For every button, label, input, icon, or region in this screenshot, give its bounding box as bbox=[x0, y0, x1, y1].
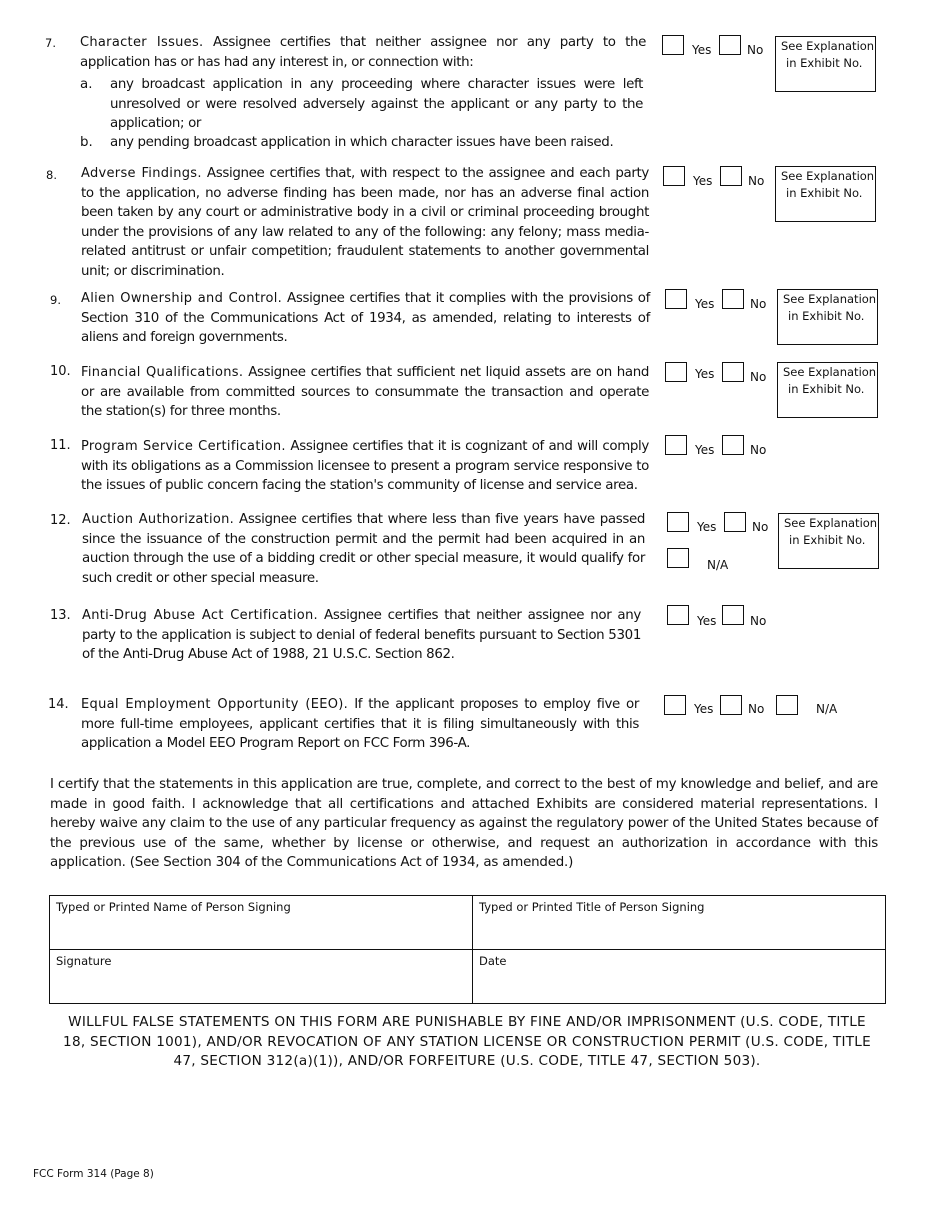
item-8-no-label: No bbox=[748, 174, 765, 188]
item-8-explanation-line2: in Exhibit No. bbox=[786, 186, 863, 200]
item-11-yes-label: Yes bbox=[695, 443, 715, 457]
name-field-label: Typed or Printed Name of Person Signing bbox=[56, 900, 291, 914]
item-9-explanation-line2: in Exhibit No. bbox=[788, 309, 865, 323]
item-9-yes-label: Yes bbox=[695, 297, 715, 311]
item-13-no-checkbox[interactable] bbox=[722, 605, 744, 625]
item-7a-label: a. bbox=[80, 77, 93, 92]
item-10-yes-checkbox[interactable] bbox=[665, 362, 687, 382]
item-7-explanation-line1: See Explanation bbox=[781, 39, 875, 53]
item-14-title: Equal Employment Opportunity (EEO). bbox=[81, 697, 349, 712]
item-9-yes-checkbox[interactable] bbox=[665, 289, 687, 309]
item-10-no-label: No bbox=[750, 370, 767, 384]
item-8-no-checkbox[interactable] bbox=[720, 166, 742, 186]
item-8-explanation-line1: See Explanation bbox=[781, 169, 875, 183]
item-7b-label: b. bbox=[80, 135, 93, 150]
page-footer: FCC Form 314 (Page 8) bbox=[33, 1168, 154, 1180]
item-9-no-label: No bbox=[750, 297, 767, 311]
item-12-number: 12. bbox=[50, 513, 71, 528]
item-7-explanation-line2: in Exhibit No. bbox=[786, 56, 863, 70]
date-field-label: Date bbox=[479, 954, 507, 968]
item-13-number: 13. bbox=[50, 608, 71, 623]
item-10-explanation-line2: in Exhibit No. bbox=[788, 382, 865, 396]
name-field[interactable] bbox=[50, 896, 473, 950]
item-12-yes-label: Yes bbox=[697, 520, 717, 534]
item-11-yes-checkbox[interactable] bbox=[665, 435, 687, 455]
item-13-title: Anti-Drug Abuse Act Certification. bbox=[82, 608, 318, 623]
item-8-yes-label: Yes bbox=[693, 174, 713, 188]
item-8-title: Adverse Findings. bbox=[81, 166, 202, 181]
item-10-yes-label: Yes bbox=[695, 367, 715, 381]
item-12-explanation-line1: See Explanation bbox=[784, 516, 878, 530]
item-12-explanation-box[interactable] bbox=[778, 513, 879, 569]
item-8-explanation-box[interactable] bbox=[775, 166, 876, 222]
item-7-yes-label: Yes bbox=[692, 43, 712, 57]
item-10-title: Financial Qualifications. bbox=[81, 365, 244, 380]
item-11-title: Program Service Certification. bbox=[81, 439, 286, 454]
item-9-body: Assignee certifies that it complies with the provisions of Section 310 of the Communications Act of 1934, as amended, relating to interests of aliens and foreign governments. bbox=[81, 291, 650, 345]
item-10-explanation-box[interactable] bbox=[777, 362, 878, 418]
item-12-no-label: No bbox=[752, 520, 769, 534]
item-14-yes-checkbox[interactable] bbox=[664, 695, 686, 715]
item-9-no-checkbox[interactable] bbox=[722, 289, 744, 309]
item-8-number: 8. bbox=[46, 168, 57, 182]
item-9-title: Alien Ownership and Control. bbox=[81, 291, 283, 306]
item-7-explanation-box[interactable] bbox=[775, 36, 876, 92]
item-12-yes-checkbox[interactable] bbox=[667, 512, 689, 532]
item-9-text bbox=[81, 289, 650, 348]
item-11-text bbox=[81, 437, 649, 496]
item-13-yes-label: Yes bbox=[697, 614, 717, 628]
item-14-text bbox=[81, 695, 639, 754]
item-12-no-checkbox[interactable] bbox=[724, 512, 746, 532]
signature-table bbox=[49, 895, 886, 1004]
item-14-yes-label: Yes bbox=[694, 702, 714, 716]
item-7-text bbox=[80, 33, 646, 72]
item-14-no-label: No bbox=[748, 702, 765, 716]
item-7-body: Assignee certifies that neither assignee nor any party to the application has or has had any interest in, or connection with: bbox=[80, 35, 646, 70]
item-13-no-label: No bbox=[750, 614, 767, 628]
item-12-body: Assignee certifies that where less than five years have passed since the issuance of the construction permit and the permit had been acquired in an auction through the use of a bidding credit or other special measure, it would qualify for such credit or other special measure. bbox=[82, 512, 645, 586]
item-8-yes-checkbox[interactable] bbox=[663, 166, 685, 186]
false-statement-warning: WILLFUL FALSE STATEMENTS ON THIS FORM ARE PUNISHABLE BY FINE AND/OR IMPRISONMENT (U.S. CODE, TITLE 18, SECTION 1001), AND/OR REVOCATION OF ANY STATION LICENSE OR CONSTRUCTION PERMIT (U.S. CODE, TITLE 47, SECTION 312(a)(1)), AND/OR FORFEITURE (U.S. CODE, TITLE 47, SECTION 503). bbox=[63, 1014, 871, 1069]
item-11-no-label: No bbox=[750, 443, 767, 457]
item-11-body: Assignee certifies that it is cognizant of and will comply with its obligations as a Commission licensee to present a program service responsive to the issues of public concern facing the station's community of license and service area. bbox=[81, 439, 649, 493]
title-field[interactable] bbox=[473, 896, 886, 950]
item-7-no-checkbox[interactable] bbox=[719, 35, 741, 55]
item-12-text bbox=[82, 510, 645, 588]
item-14-na-checkbox[interactable] bbox=[776, 695, 798, 715]
item-7-title: Character Issues. bbox=[80, 35, 204, 50]
title-field-label: Typed or Printed Title of Person Signing bbox=[479, 900, 705, 914]
item-10-body: Assignee certifies that sufficient net liquid assets are on hand or are available from committed sources to consummate the transaction and operate the station(s) for three months. bbox=[81, 365, 649, 419]
item-14-no-checkbox[interactable] bbox=[720, 695, 742, 715]
item-13-body: Assignee certifies that neither assignee nor any party to the application is subject to denial of federal benefits pursuant to Section 5301 of the Anti-Drug Abuse Act of 1988, 21 U.S.C. Section 862. bbox=[82, 608, 642, 662]
item-7a-text: any broadcast application in any proceeding where character issues were left unresolved or were resolved adversely against the applicant or any party to the application; or bbox=[110, 77, 643, 131]
item-9-explanation-line1: See Explanation bbox=[783, 292, 877, 306]
item-10-no-checkbox[interactable] bbox=[722, 362, 744, 382]
item-12-na-label: N/A bbox=[707, 558, 729, 572]
item-7b-text: any pending broadcast application in which character issues have been raised. bbox=[110, 135, 614, 150]
item-14-na-label: N/A bbox=[816, 702, 838, 716]
signature-field-label: Signature bbox=[56, 954, 112, 968]
item-8-body: Assignee certifies that, with respect to the assignee and each party to the application, no adverse finding has been made, nor has an adverse final action been taken by any court or administrative body in a civil or criminal proceeding brought under the provisions of any law related to any of the following: any felony; mass media-related antitrust or unfair competition; fraudulent statements to another governmental unit; or discrimination. bbox=[81, 166, 649, 279]
item-13-yes-checkbox[interactable] bbox=[667, 605, 689, 625]
item-7-number: 7. bbox=[45, 36, 56, 50]
item-9-number: 9. bbox=[50, 293, 61, 307]
item-8-text bbox=[81, 164, 649, 281]
item-12-explanation-line2: in Exhibit No. bbox=[789, 533, 866, 547]
item-7-yes-checkbox[interactable] bbox=[662, 35, 684, 55]
item-9-explanation-box[interactable] bbox=[777, 289, 878, 345]
item-12-na-checkbox[interactable] bbox=[667, 548, 689, 568]
date-field[interactable] bbox=[473, 950, 886, 1004]
item-7-no-label: No bbox=[747, 43, 764, 57]
item-10-number: 10. bbox=[50, 364, 71, 379]
item-12-title: Auction Authorization. bbox=[82, 512, 235, 527]
item-14-body: If the applicant proposes to employ five or more full-time employees, applicant certifies that it is filing simultaneously with this application a Model EEO Program Report on FCC Form 396-A. bbox=[81, 697, 640, 751]
item-10-explanation-line1: See Explanation bbox=[783, 365, 877, 379]
signature-field[interactable] bbox=[50, 950, 473, 1004]
item-13-text bbox=[82, 606, 641, 665]
certification-statement: I certify that the statements in this application are true, complete, and correct to the best of my knowledge and belief, and are made in good faith. I acknowledge that all certifications and attached Exhibits are considered material representations. I hereby waive any claim to the use of any particular frequency as against the regulatory power of the United States because of the previous use of the same, whether by license or otherwise, and request an authorization in accordance with this application. (See Section 304 of the Communications Act of 1934, as amended.) bbox=[50, 777, 878, 870]
item-11-number: 11. bbox=[50, 438, 71, 453]
item-11-no-checkbox[interactable] bbox=[722, 435, 744, 455]
item-14-number: 14. bbox=[48, 697, 69, 712]
item-10-text bbox=[81, 363, 649, 422]
